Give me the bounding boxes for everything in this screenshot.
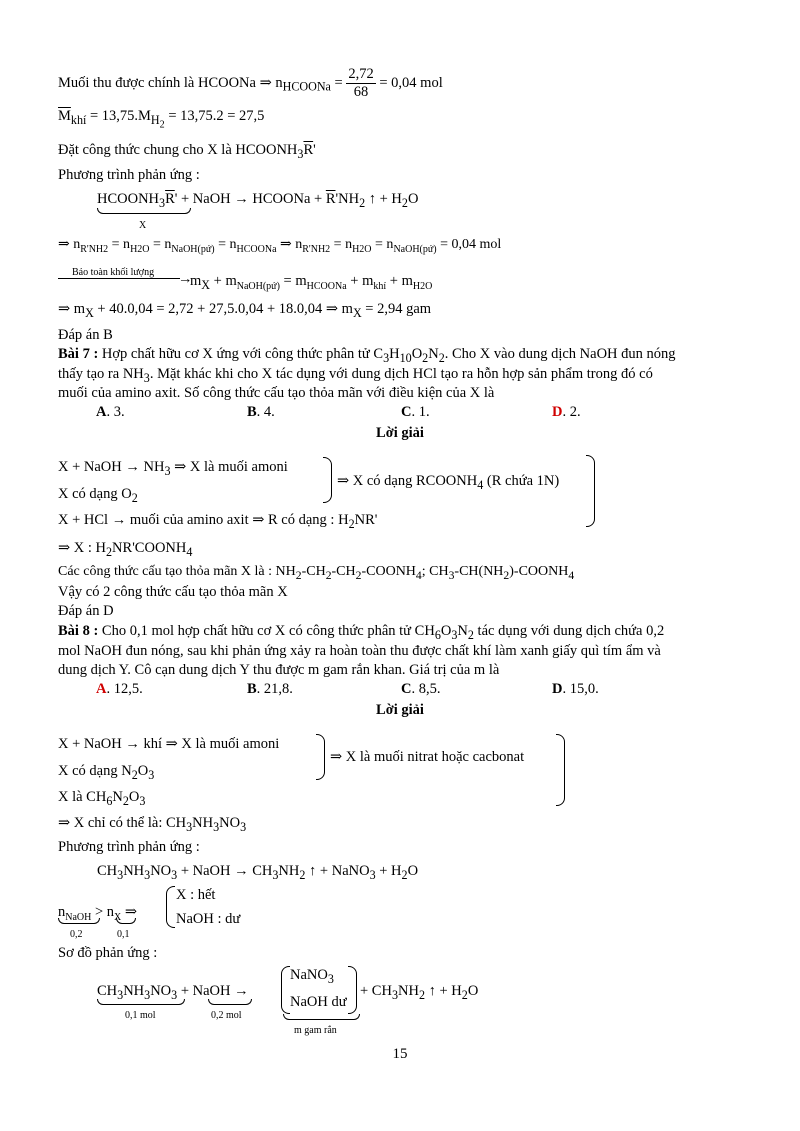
arrow-head: → [178,271,193,287]
product-naoh-du: NaOH dư [290,994,347,1010]
bai7-option-b: B. 4. [247,404,275,420]
bai7-step-4: X + HCl → muối của amino axit ⇒ R có dạng : $H_2NR'$ [58,512,378,531]
underbrace [97,208,191,214]
bai7-question-2: thấy tạo ra $NH_3$. Mặt khác khi cho X tác dụng với dung dịch HCl tạo ra hỗn hợp sản phẩm trong đó có [58,366,653,385]
bai7-loigiai: Lời giải [376,425,424,441]
bai8-brace-right [316,734,325,780]
bai7-step-7: Vậy có 2 công thức cấu tạo thỏa mãn X [58,584,288,600]
bai7-step-5: ⇒ X : $H_2NR'COONH_4$ [58,540,193,559]
line-dat-cong-thuc: Đặt công thức chung cho X là $HCOONH_3\overline{R}'$ [58,142,316,161]
bai7-brace-right [323,457,332,503]
bai7-answer: Đáp án D [58,603,114,619]
bai8-question-2: mol NaOH đun nóng, sau khi phản ứng xảy ra hoàn toàn thu được chất khí làm xanh giấy quì tím ẩm và [58,643,661,659]
value-x: 0,1 [117,929,130,940]
bai8-option-a: A. 12,5. [96,681,143,697]
bai8-x-het: X : hết [176,887,216,903]
bai8-question-3: dung dịch Y. Cô cạn dung dịch Y thu được m gam rắn khan. Giá trị của m là [58,662,500,678]
bai8-step-3: X là $CH_6N_2O_3$ [58,789,146,808]
bai7-option-c: C. 1. [401,404,430,420]
underbrace-ch3nh3no3 [97,999,185,1005]
bai7-step-6: Các công thức cấu tạo thỏa mãn X là : $NH_2-CH_2-CH_2-COONH_4$; $CH_3-CH(NH_2)-COONH_4$ [58,564,575,582]
line-muoi: Muối thu được chính là HCOONa ⇒ $n_{HCOONa}$ = $\frac{2,72}{68}$ = 0,04 mol [58,66,443,100]
bai8-option-c: C. 8,5. [401,681,441,697]
line-mol-equal: ⇒ $n_{R'NH2} = n_{H2O} = n_{NaOH(pứ)} = n_{HCOONa}$ ⇒ $n_{R'NH2} = n_{H2O} = n_{NaOH(pứ)} = 0,04$ mol [58,237,502,255]
underbrace-ran [283,1014,360,1020]
bai8-side-result: ⇒ X là muối nitrat hoặc cacbonat [330,749,525,765]
bai8-step-4: ⇒ X chỉ có thể là: $CH_3NH_3NO_3$ [58,815,247,834]
bai8-compare: $n_{NaOH} > n_X$ ⇒ [58,904,138,923]
bai7-question-3: muối của amino axit. Số công thức cấu tạo thỏa mãn với điều kiện của X là [58,385,495,401]
bai8-equation: $CH_3NH_3NO_3$ + NaOH → $CH_3NH_2$ ↑ + NaNO$_3$ + $H_2O$ [97,863,419,882]
arrow-label: Bảo toàn khối lượng [72,267,155,278]
product-brace-right [348,966,357,1014]
bai8-naoh-du: NaOH : dư [176,911,241,927]
line-phuong-trinh: Phương trình phản ứng : [58,167,200,183]
equation-1: $HCOONH_3\overline{R}'$ + NaOH → HCOONa + $\overline{R}'NH_2$ ↑ + $H_2O$ [97,191,419,210]
bai8-step-1: X + NaOH → khí ⇒ X là muối amoni [58,736,280,752]
bai7-step-3: ⇒ X có dạng $RCOONH_4$ (R chứa 1N) [337,473,560,492]
answer-line: Đáp án B [58,327,113,343]
underbrace-naoh [58,918,100,924]
line-mx: ⇒ $m_X + 40.0,04 = 2,72 + 27,5.0,04 + 18.0,04$ ⇒ $m_X = 2,94$ gam [58,301,432,320]
bai8-diagram-left: $CH_3NH_3NO_3$ + NaOH → [97,983,249,1002]
bai8-question: Bài 8 : Cho 0,1 mol hợp chất hữu cơ X có công thức phân tử $CH_6O_3N_2$ tác dụng với dung dịch chứa 0,2 [58,623,665,642]
bai8-option-d: D. 15,0. [552,681,599,697]
line-mkhi: $\overline{M}_{khí} = 13,75.M_{H_2} = 13,75.2 = 27,5$ [58,108,265,131]
bai8-so-do: Sơ đồ phản ứng : [58,945,158,961]
underbrace-label: X [139,220,147,231]
value-01mol: 0,1 mol [125,1010,156,1021]
fraction: $\frac{2,72}{68}$ [348,66,374,100]
arrow-line [58,278,180,279]
bai7-step-1: X + NaOH → $NH_3$ ⇒ X là muối amoni [58,459,288,478]
product-brace-left [281,966,290,1014]
bai8-step-2: X có dạng $N_2O_3$ [58,763,155,782]
bai8-option-b: B. 21,8. [247,681,293,697]
bai8-loigiai: Lời giải [376,702,424,718]
bai7-option-d: D. 2. [552,404,581,420]
bai8-brace-outer [556,734,565,806]
page-number: 15 [392,1046,408,1062]
value-m-gam-ran: m gam rắn [294,1025,337,1036]
bai7-option-a: A. 3. [96,404,125,420]
bai7-question: Bài 7 : Hợp chất hữu cơ X ứng với công thức phân tử $C_3H_{10}O_2N_2$. Cho X vào dung dịch NaOH đun nóng [58,346,676,365]
bai7-step-2: X có dạng $O_2$ [58,486,138,505]
line-bao-toan: $m_X + m_{NaOH(pứ)} = m_{HCOONa} + m_{khí} + m_{H2O}$ [190,273,433,292]
value-02mol: 0,2 mol [211,1010,242,1021]
bai8-step-5: Phương trình phản ứng : [58,839,200,855]
bai8-compare-brace [166,886,175,928]
product-nano3: NaNO$_3$ [290,967,334,986]
value-naoh: 0,2 [70,929,83,940]
underbrace-x [116,918,136,924]
bai7-brace-outer [586,455,595,527]
underbrace-naoh-2 [208,999,252,1005]
bai8-diagram-right: + $CH_3NH_2$ ↑ + $H_2O$ [360,983,479,1002]
